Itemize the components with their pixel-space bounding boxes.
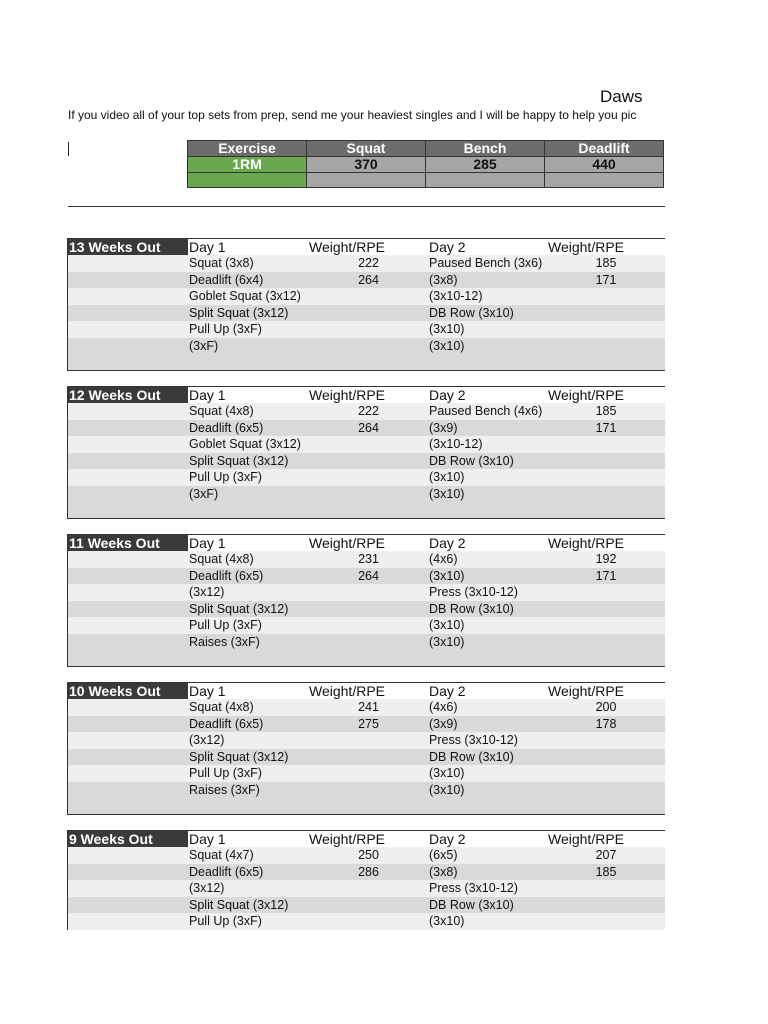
day2-weight-cell[interactable]: 185 <box>595 256 617 270</box>
day1-weight-cell[interactable]: 275 <box>358 716 379 731</box>
day1-weight-cell[interactable] <box>309 305 428 322</box>
day1-weight-cell[interactable] <box>309 436 428 453</box>
day2-weight-cell[interactable]: 171 <box>595 272 617 287</box>
exercise-row <box>68 568 665 585</box>
day2-exercise-cell[interactable]: (3x10-12) <box>429 437 483 451</box>
blank-cell[interactable] <box>68 749 188 766</box>
instruction-note: If you video all of your top sets from prep, send me your heaviest singles and I will be happy to help you pic <box>68 108 637 122</box>
exercise-row <box>68 486 665 503</box>
day1-weight-cell[interactable]: 250 <box>358 848 379 862</box>
week-label: 13 Weeks Out <box>68 239 188 255</box>
exercise-row <box>68 288 665 305</box>
day2-weight-cell[interactable] <box>548 436 664 453</box>
day2-header: Day 2 <box>429 387 466 403</box>
week-block <box>67 830 665 930</box>
blank-cell[interactable] <box>68 847 188 864</box>
bench-1rm-cell[interactable]: 285 <box>426 157 545 173</box>
day2-weight-header: Weight/RPE <box>548 683 624 699</box>
exercise-row <box>68 551 665 568</box>
day1-header: Day 1 <box>189 239 226 255</box>
day2-exercise-cell[interactable]: (3x10) <box>429 634 465 649</box>
day1-exercise-cell[interactable]: Raises (3xF) <box>189 782 260 797</box>
day2-exercise-cell[interactable]: (3x10) <box>429 338 465 353</box>
exercise-row <box>68 897 665 914</box>
week-block <box>67 534 665 667</box>
day1-exercise-cell[interactable]: Split Squat (3x12) <box>189 897 289 912</box>
day2-header: Day 2 <box>429 683 466 699</box>
day2-exercise-cell[interactable]: (4x6) <box>429 700 458 714</box>
day2-weight-header: Weight/RPE <box>548 239 624 255</box>
day2-weight-cell[interactable] <box>548 897 664 914</box>
day1-header: Day 1 <box>189 831 226 847</box>
day1-exercise-cell[interactable]: Squat (4x8) <box>189 552 254 566</box>
day1-weight-cell[interactable]: 264 <box>358 568 379 583</box>
day2-exercise-cell[interactable]: (3x10) <box>429 322 465 336</box>
exercise-row <box>68 403 665 420</box>
day1-exercise-cell[interactable]: (3x12) <box>189 881 225 895</box>
blank-cell[interactable] <box>68 469 188 486</box>
exercise-row <box>68 584 665 601</box>
week-label: 9 Weeks Out <box>68 831 188 847</box>
day1-exercise-cell[interactable]: (3x12) <box>189 585 225 599</box>
day2-exercise-cell[interactable]: DB Row (3x10) <box>429 453 514 468</box>
one-rm-header-row <box>188 141 664 157</box>
week-header-row <box>68 683 665 699</box>
day1-weight-cell[interactable] <box>309 782 428 799</box>
exercise-row <box>68 617 665 634</box>
day2-weight-header: Weight/RPE <box>548 831 624 847</box>
exercise-row <box>68 782 665 799</box>
squat-1rm-cell[interactable]: 370 <box>307 157 426 173</box>
blank-cell[interactable] <box>68 601 188 618</box>
day2-weight-cell[interactable] <box>548 584 664 601</box>
week-block <box>67 386 665 519</box>
blank-cell[interactable] <box>68 897 188 914</box>
blank-cell[interactable] <box>68 634 188 651</box>
day1-weight-cell[interactable] <box>309 765 428 782</box>
day1-weight-cell[interactable] <box>309 913 428 930</box>
day1-weight-cell[interactable] <box>309 453 428 470</box>
day2-exercise-cell[interactable]: (3x9) <box>429 420 458 435</box>
one-rep-max-table <box>187 140 664 188</box>
day2-exercise-cell[interactable]: Press (3x10-12) <box>429 733 518 747</box>
exercise-row <box>68 321 665 338</box>
exercise-row <box>68 305 665 322</box>
day1-weight-header: Weight/RPE <box>309 239 385 255</box>
day1-exercise-cell[interactable]: Split Squat (3x12) <box>189 453 289 468</box>
day2-weight-cell[interactable] <box>548 782 664 799</box>
day2-exercise-cell[interactable]: (3x10) <box>429 766 465 780</box>
day2-exercise-cell[interactable]: (3x8) <box>429 864 458 879</box>
exercise-row <box>68 453 665 470</box>
day2-weight-cell[interactable]: 200 <box>595 700 617 714</box>
day2-weight-cell[interactable]: 207 <box>595 848 617 862</box>
week-footer-row <box>68 650 665 666</box>
day2-weight-header: Weight/RPE <box>548 535 624 551</box>
day2-exercise-cell[interactable]: (3x8) <box>429 272 458 287</box>
day1-weight-cell[interactable]: 222 <box>358 404 379 418</box>
day1-weight-cell[interactable] <box>309 749 428 766</box>
divider-line <box>68 206 665 207</box>
blank-cell[interactable] <box>68 584 188 601</box>
day2-exercise-cell[interactable]: DB Row (3x10) <box>429 749 514 764</box>
day1-header: Day 1 <box>189 535 226 551</box>
day2-exercise-cell[interactable]: (4x6) <box>429 552 458 566</box>
day1-exercise-cell[interactable]: Squat (3x8) <box>189 256 254 270</box>
day1-header: Day 1 <box>189 387 226 403</box>
exercise-row <box>68 913 665 930</box>
day1-weight-cell[interactable] <box>309 338 428 355</box>
blank-cell[interactable] <box>68 551 188 568</box>
day2-exercise-cell[interactable]: DB Row (3x10) <box>429 897 514 912</box>
day2-weight-cell[interactable]: 171 <box>595 568 617 583</box>
day1-exercise-cell[interactable]: Deadlift (6x4) <box>189 272 264 287</box>
day2-exercise-cell[interactable]: (3x10) <box>429 782 465 797</box>
day1-exercise-cell[interactable]: (3x12) <box>189 733 225 747</box>
exercise-row <box>68 634 665 651</box>
day2-weight-cell[interactable] <box>548 880 664 897</box>
day2-weight-cell[interactable] <box>548 732 664 749</box>
day2-exercise-cell[interactable]: (6x5) <box>429 848 458 862</box>
header-exercise: Exercise <box>188 141 307 157</box>
blank-cell[interactable] <box>545 173 664 188</box>
day1-weight-cell[interactable] <box>309 469 428 486</box>
week-label: 12 Weeks Out <box>68 387 188 403</box>
week-header-row <box>68 535 665 551</box>
day1-exercise-cell[interactable]: (3xF) <box>189 338 219 353</box>
day2-weight-cell[interactable]: 192 <box>595 552 617 566</box>
day1-exercise-cell[interactable]: Deadlift (6x5) <box>189 716 264 731</box>
day2-exercise-cell[interactable]: (3x10) <box>429 470 465 484</box>
day2-header: Day 2 <box>429 239 466 255</box>
week-block <box>67 682 665 815</box>
blank-cell[interactable] <box>68 716 188 733</box>
blank-cell[interactable] <box>68 255 188 272</box>
blank-cell[interactable] <box>68 272 188 289</box>
day2-weight-cell[interactable] <box>548 486 664 503</box>
day1-exercise-cell[interactable]: Deadlift (6x5) <box>189 420 264 435</box>
day1-weight-cell[interactable]: 241 <box>358 700 379 714</box>
blank-cell[interactable] <box>68 864 188 881</box>
day2-exercise-cell[interactable]: Press (3x10-12) <box>429 585 518 599</box>
blank-cell[interactable] <box>68 617 188 634</box>
week-footer-row <box>68 798 665 814</box>
day1-weight-cell[interactable] <box>309 584 428 601</box>
day2-weight-cell[interactable] <box>548 601 664 618</box>
blank-cell[interactable] <box>68 782 188 799</box>
day1-exercise-cell[interactable]: Pull Up (3xF) <box>189 766 262 780</box>
blank-cell[interactable] <box>188 173 307 188</box>
day1-exercise-cell[interactable]: Deadlift (6x5) <box>189 568 264 583</box>
exercise-row <box>68 699 665 716</box>
week-label: 11 Weeks Out <box>68 535 188 551</box>
day1-exercise-cell[interactable]: Pull Up (3xF) <box>189 618 262 632</box>
day1-exercise-cell[interactable]: Deadlift (6x5) <box>189 864 264 879</box>
header-squat: Squat <box>307 141 426 157</box>
day2-exercise-cell[interactable]: (3x9) <box>429 716 458 731</box>
day1-weight-header: Weight/RPE <box>309 535 385 551</box>
day1-exercise-cell[interactable]: Raises (3xF) <box>189 634 260 649</box>
day1-weight-cell[interactable] <box>309 897 428 914</box>
exercise-row <box>68 469 665 486</box>
day2-header: Day 2 <box>429 831 466 847</box>
exercise-row <box>68 255 665 272</box>
text-cursor <box>68 142 69 156</box>
day2-weight-cell[interactable]: 178 <box>595 716 617 731</box>
blank-cell[interactable] <box>426 173 545 188</box>
day1-exercise-cell[interactable]: Split Squat (3x12) <box>189 749 289 764</box>
deadlift-1rm-cell[interactable]: 440 <box>545 157 664 173</box>
day1-weight-cell[interactable] <box>309 880 428 897</box>
day2-weight-cell[interactable] <box>548 453 664 470</box>
day2-weight-cell[interactable]: 171 <box>595 420 617 435</box>
blank-cell[interactable] <box>68 321 188 338</box>
blank-cell[interactable] <box>68 403 188 420</box>
day2-header: Day 2 <box>429 535 466 551</box>
day2-exercise-cell[interactable]: Paused Bench (3x6) <box>429 256 543 270</box>
blank-cell[interactable] <box>68 486 188 503</box>
header-bench: Bench <box>426 141 545 157</box>
day1-exercise-cell[interactable]: (3xF) <box>189 486 219 501</box>
day1-exercise-cell[interactable]: Squat (4x8) <box>189 404 254 418</box>
day1-weight-cell[interactable] <box>309 732 428 749</box>
one-rm-blank-row <box>188 173 664 188</box>
exercise-row <box>68 732 665 749</box>
blank-cell[interactable] <box>68 699 188 716</box>
week-block <box>67 238 665 371</box>
day2-weight-header: Weight/RPE <box>548 387 624 403</box>
blank-cell[interactable] <box>68 568 188 585</box>
day2-weight-cell[interactable] <box>548 469 664 486</box>
day1-exercise-cell[interactable]: Pull Up (3xF) <box>189 914 262 928</box>
day1-weight-header: Weight/RPE <box>309 683 385 699</box>
day1-exercise-cell[interactable]: Pull Up (3xF) <box>189 470 262 484</box>
day1-weight-header: Weight/RPE <box>309 387 385 403</box>
day2-weight-cell[interactable] <box>548 321 664 338</box>
day1-weight-cell[interactable] <box>309 601 428 618</box>
exercise-row <box>68 880 665 897</box>
day2-weight-cell[interactable] <box>548 749 664 766</box>
blank-cell[interactable] <box>68 305 188 322</box>
day1-exercise-cell[interactable]: Squat (4x7) <box>189 848 254 862</box>
day1-weight-cell[interactable] <box>309 486 428 503</box>
exercise-row <box>68 272 665 289</box>
blank-cell[interactable] <box>68 436 188 453</box>
day1-exercise-cell[interactable]: Pull Up (3xF) <box>189 322 262 336</box>
exercise-row <box>68 338 665 355</box>
day1-weight-cell[interactable]: 264 <box>358 420 379 435</box>
day1-header: Day 1 <box>189 683 226 699</box>
blank-cell[interactable] <box>68 288 188 305</box>
day2-exercise-cell[interactable]: DB Row (3x10) <box>429 305 514 320</box>
blank-cell[interactable] <box>68 880 188 897</box>
day2-weight-cell[interactable]: 185 <box>595 404 617 418</box>
week-header-row <box>68 387 665 403</box>
day2-weight-cell[interactable] <box>548 634 664 651</box>
blank-cell[interactable] <box>68 913 188 930</box>
exercise-row <box>68 749 665 766</box>
blank-cell[interactable] <box>68 338 188 355</box>
sheet-title: Daws <box>600 87 643 106</box>
week-footer-row <box>68 354 665 370</box>
exercise-row <box>68 601 665 618</box>
exercise-row <box>68 420 665 437</box>
day1-weight-cell[interactable]: 264 <box>358 272 379 287</box>
day2-exercise-cell[interactable]: (3x10) <box>429 568 465 583</box>
exercise-row <box>68 765 665 782</box>
day2-weight-cell[interactable] <box>548 305 664 322</box>
day2-weight-cell[interactable] <box>548 913 664 930</box>
week-header-row <box>68 831 665 847</box>
blank-cell[interactable] <box>68 765 188 782</box>
day2-weight-cell[interactable] <box>548 765 664 782</box>
day1-exercise-cell[interactable]: Goblet Squat (3x12) <box>189 437 301 451</box>
blank-cell[interactable] <box>68 732 188 749</box>
day1-weight-cell[interactable]: 231 <box>358 552 379 566</box>
day1-weight-cell[interactable] <box>309 288 428 305</box>
day1-weight-cell[interactable]: 286 <box>358 864 379 879</box>
day2-exercise-cell[interactable]: (3x10) <box>429 914 465 928</box>
week-footer-row <box>68 502 665 518</box>
day1-exercise-cell[interactable]: Squat (4x8) <box>189 700 254 714</box>
one-rm-label: 1RM <box>188 157 307 173</box>
day2-exercise-cell[interactable]: Paused Bench (4x6) <box>429 404 543 418</box>
day1-weight-cell[interactable]: 222 <box>358 256 379 270</box>
blank-cell[interactable] <box>307 173 426 188</box>
day1-weight-cell[interactable] <box>309 321 428 338</box>
day1-exercise-cell[interactable]: Split Squat (3x12) <box>189 305 289 320</box>
exercise-row <box>68 847 665 864</box>
day1-weight-cell[interactable] <box>309 634 428 651</box>
header-deadlift: Deadlift <box>545 141 664 157</box>
week-header-row <box>68 239 665 255</box>
blank-cell[interactable] <box>68 453 188 470</box>
exercise-row <box>68 716 665 733</box>
day2-weight-cell[interactable] <box>548 338 664 355</box>
day1-weight-header: Weight/RPE <box>309 831 385 847</box>
blank-cell[interactable] <box>68 420 188 437</box>
day1-weight-cell[interactable] <box>309 617 428 634</box>
day1-exercise-cell[interactable]: Split Squat (3x12) <box>189 601 289 616</box>
exercise-row <box>68 864 665 881</box>
day2-weight-cell[interactable] <box>548 617 664 634</box>
day2-exercise-cell[interactable]: (3x10-12) <box>429 289 483 303</box>
day2-exercise-cell[interactable]: DB Row (3x10) <box>429 601 514 616</box>
one-rm-value-row <box>188 157 664 173</box>
week-label: 10 Weeks Out <box>68 683 188 699</box>
day2-exercise-cell[interactable]: Press (3x10-12) <box>429 881 518 895</box>
day2-exercise-cell[interactable]: (3x10) <box>429 486 465 501</box>
day2-weight-cell[interactable] <box>548 288 664 305</box>
exercise-row <box>68 436 665 453</box>
day2-exercise-cell[interactable]: (3x10) <box>429 618 465 632</box>
day1-exercise-cell[interactable]: Goblet Squat (3x12) <box>189 289 301 303</box>
day2-weight-cell[interactable]: 185 <box>595 864 617 879</box>
